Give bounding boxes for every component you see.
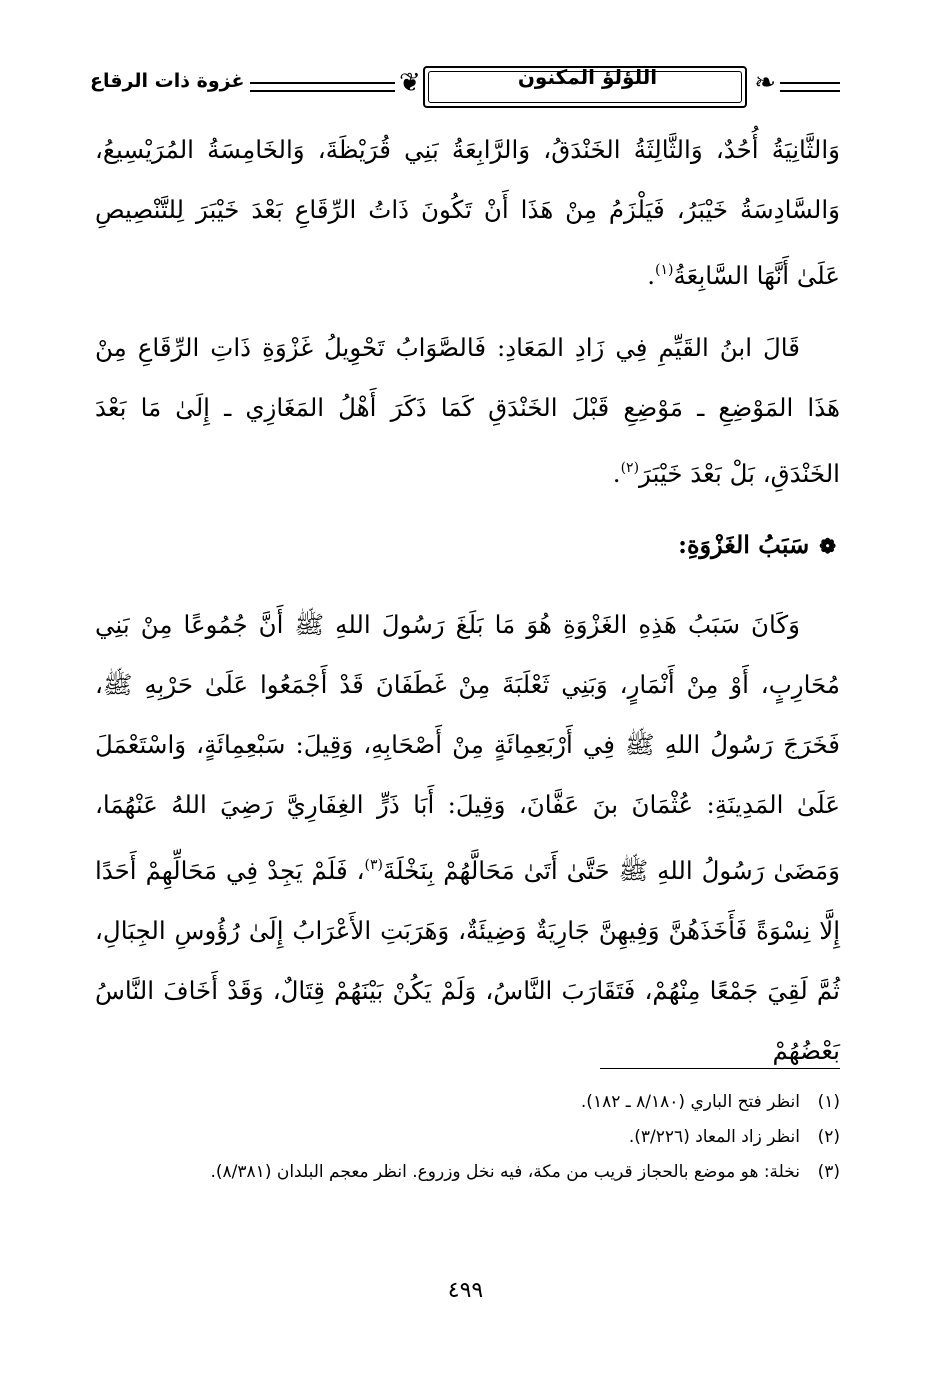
ornament-left-icon: ❦ — [399, 68, 421, 98]
paragraph-3-text-a: وَكَانَ سَبَبُ هَذِهِ الغَزْوَةِ هُوَ مَا بَلَغَ رَسُولَ اللهِ ﷺ أَنَّ جُمُوعًا مِنْ بَنِي مُحَارِبٍ، أَوْ مِنْ أَنْمَارٍ، وَبَنِي ثَعْلَبَةَ مِنْ غَطَفَانَ قَدْ أَجْمَعُوا عَلَىٰ حَرْبِهِ ﷺ، فَخَرَجَ رَسُولُ اللهِ ﷺ فِي أَرْبَعِمِائَةٍ مِنْ أَصْحَابِهِ، وَقِيلَ: سَبْعِمِائَةٍ، وَاسْتَعْمَلَ عَلَىٰ المَدِينَةِ: عُثْمَانَ بنَ عَفَّانَ، وَقِيلَ: أَبَا ذَرٍّ الغِفَارِيَّ رَضِيَ اللهُ عَنْهُمَا، وَمَضَىٰ رَسُولُ اللهِ ﷺ حَتَّىٰ أَتَىٰ مَحَالَّهُمْ بِنَخْلَةَ — [95, 610, 841, 885]
footnote-number: (١) — [817, 1092, 840, 1112]
footnote-ref-3: (٣) — [364, 857, 384, 873]
section-heading-text: سَبَبُ الغَزْوَةِ: — [678, 530, 810, 559]
footnote-item — [95, 1085, 840, 1120]
paragraph-1-end: . — [647, 261, 656, 290]
footnote-ref-1: (١) — [655, 262, 674, 278]
footnotes — [95, 1085, 840, 1190]
running-title: غزوة ذات الرقاع — [90, 70, 245, 92]
footnote-item — [95, 1155, 840, 1190]
header-rule-right — [780, 82, 840, 92]
footnote-text: نخلة: هو موضع بالحجاز قريب من مكة، فيه نخل وزروع. انظر معجم البلدان (٨/٣٨١). — [210, 1162, 800, 1182]
header-rule-left — [250, 82, 395, 92]
book-title-cartouche — [399, 60, 776, 112]
flower-ornament-icon: ❁ — [819, 534, 836, 558]
page-number: ٤٩٩ — [447, 1278, 484, 1303]
footnote-item — [95, 1120, 840, 1155]
paragraph-2-text: قَالَ ابنُ القَيِّمِ فِي زَادِ المَعَادِ: فَالصَّوَابُ تَحْوِيلُ غَزْوَةِ ذَاتِ الرِّقَاعِ مِنْ هَذَا المَوْضِعِ ـ مَوْضِعِ قَبْلَ الخَنْدَقِ كَمَا ذَكَرَ أَهْلُ المَغَازِي ـ إِلَىٰ مَا بَعْدَ الخَنْدَقِ، بَلْ بَعْدَ خَيْبَرَ — [95, 333, 840, 488]
paragraph-1-text: وَالثَّانِيَةُ أُحُدٌ، وَالثَّالِثَةُ الخَنْدَقُ، وَالرَّابِعَةُ بَنِي قُرَيْظَةَ، وَالخَامِسَةُ المُرَيْسِيعُ، وَالسَّادِسَةُ خَيْبَرُ، فَيَلْزَمُ مِنْ هَذَا أَنْ تَكُونَ ذَاتُ الرِّقَاعِ بَعْدَ خَيْبَرَ لِلتَّنْصِيصِ عَلَىٰ أَنَّهَا السَّابِعَةُ — [95, 135, 840, 290]
footnote-number: (٢) — [817, 1127, 840, 1147]
footnote-number: (٣) — [817, 1162, 840, 1182]
book-title: اللؤلؤ المكنون — [517, 65, 658, 89]
ornament-right-icon: ❧ — [754, 68, 776, 98]
footnote-text: انظر زاد المعاد (٣/٢٢٦). — [628, 1127, 800, 1147]
footnote-separator — [600, 1068, 840, 1069]
paragraph-2 — [95, 318, 840, 504]
page-header — [90, 48, 840, 128]
section-heading — [678, 530, 836, 559]
paragraph-3 — [95, 595, 840, 1081]
footnote-ref-2: (٢) — [620, 460, 640, 476]
paragraph-3-text-b: ، فَلَمْ يَجِدْ فِي مَحَالِّهِمْ أَحَدًا إِلَّا نِسْوَةً فَأَخَذَهُنَّ وَفِيهِنَّ جَارِيَةٌ وَضِيئَةٌ، وَهَرَبَتِ الأَعْرَابُ إِلَىٰ رُؤُوسِ الجِبَالِ، ثُمَّ لَقِيَ جَمْعًا مِنْهُمْ، فَتَقَارَبَ النَّاسُ، وَلَمْ يَكُنْ بَيْنَهُمْ قِتَالٌ، وَقَدْ أَخَافَ النَّاسُ بَعْضُهُمْ — [95, 856, 840, 1065]
footnote-text: انظر فتح الباري (٨/١٨٠ ـ ١٨٢). — [580, 1092, 800, 1112]
paragraph-1 — [95, 120, 840, 306]
paragraph-2-end: . — [612, 459, 621, 488]
